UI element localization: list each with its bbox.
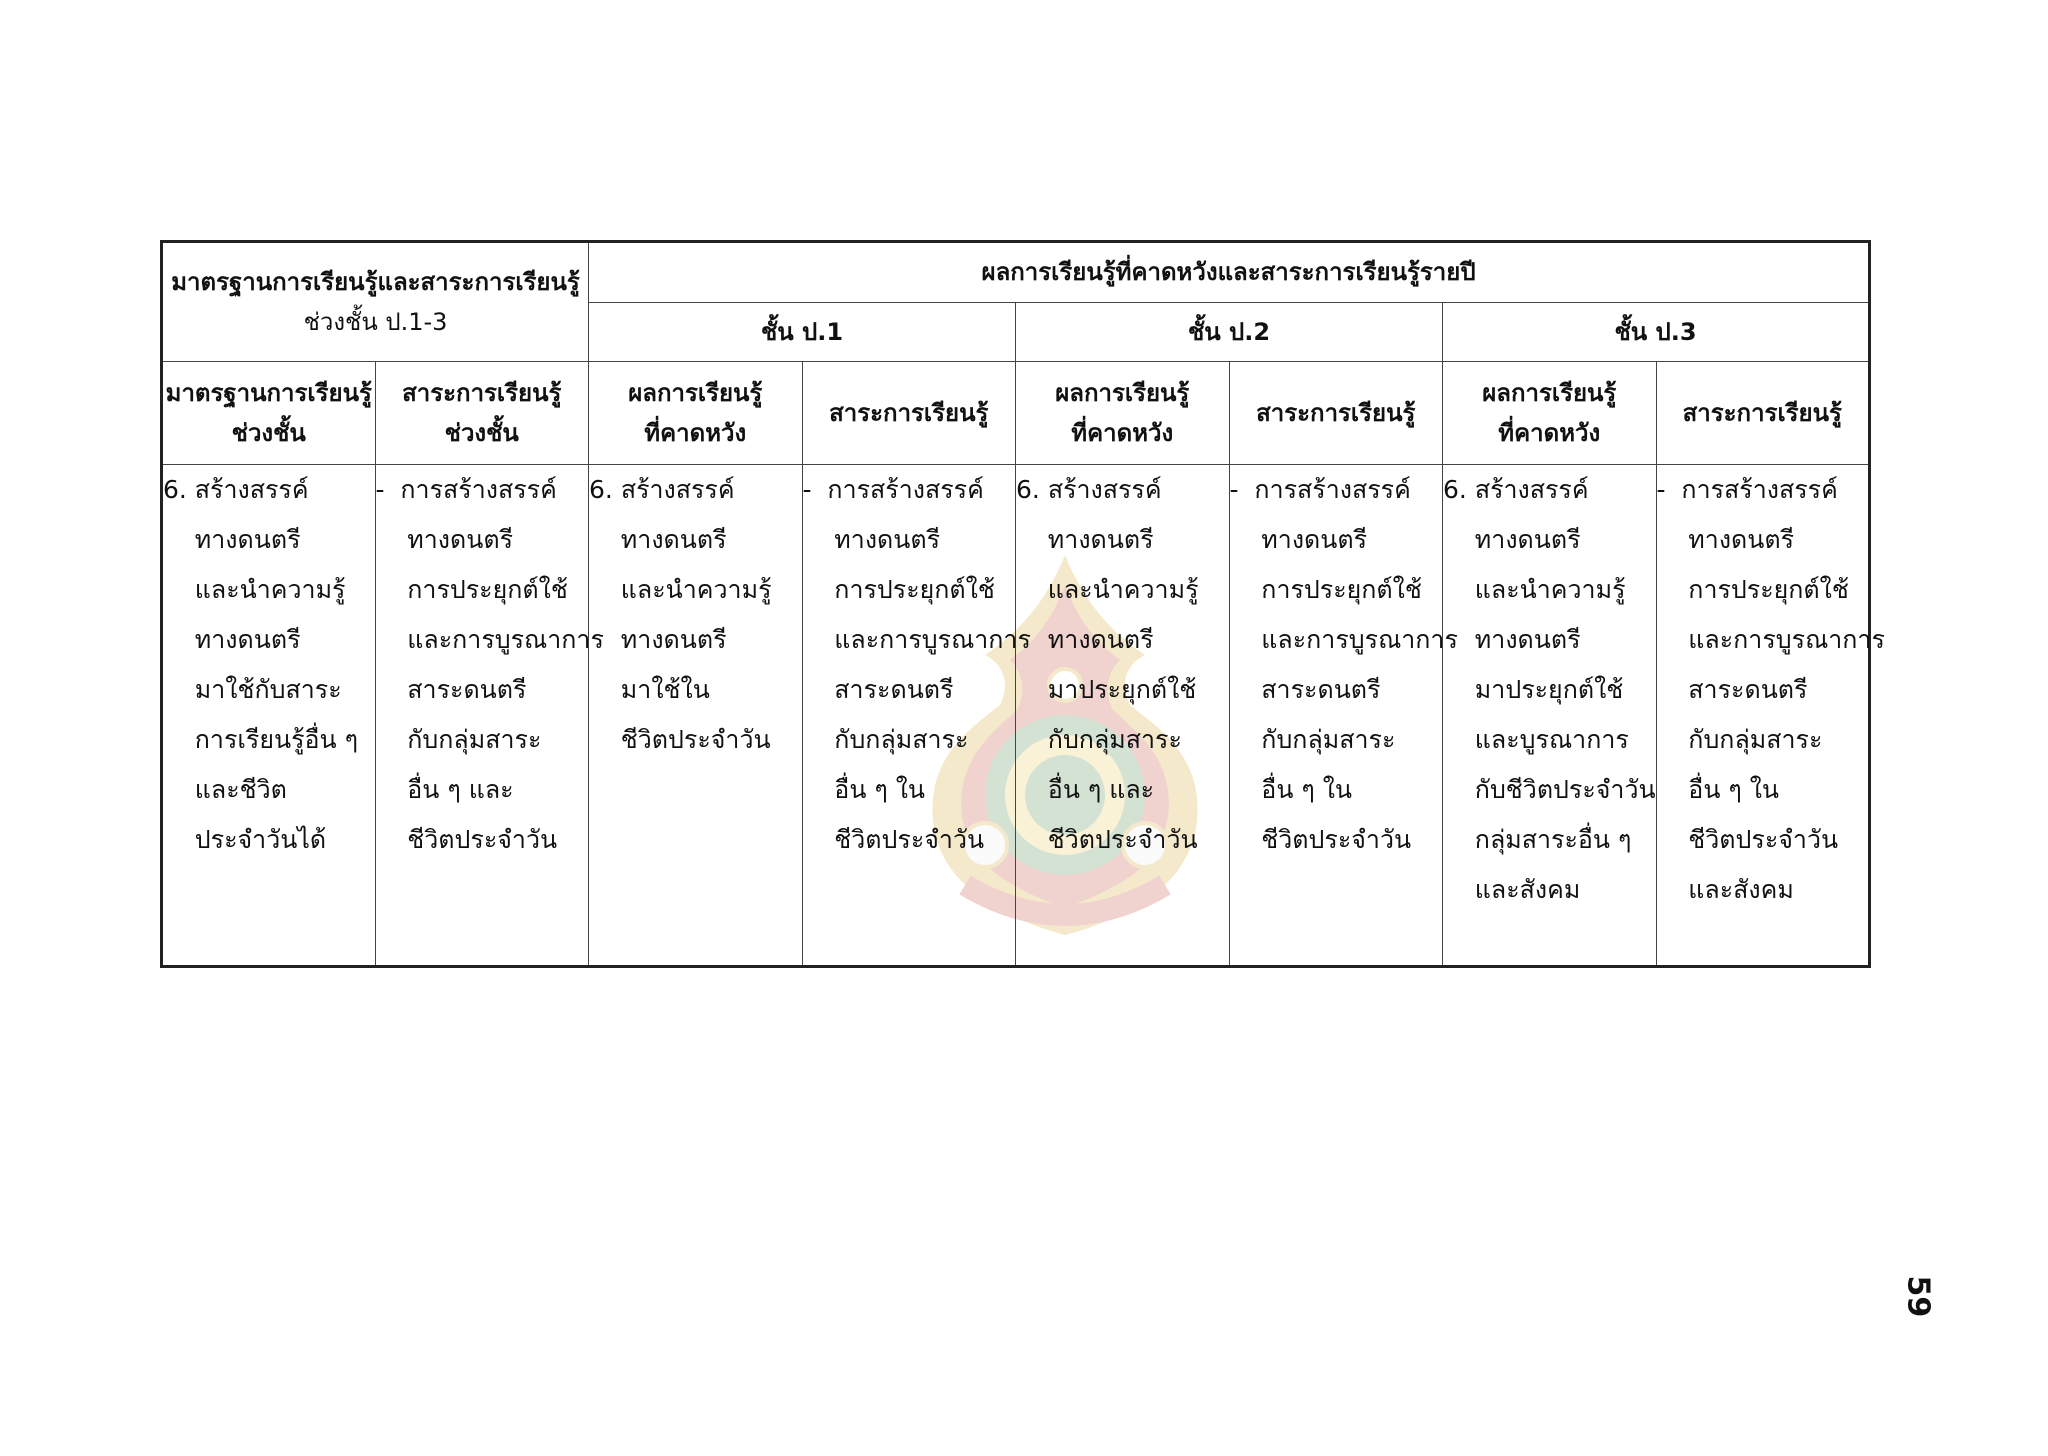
cell-standard: 6. สร้างสรรค์ ทางดนตรี และนำความรู้ ทางดนตรี มาใช้กับสาระ การเรียนรู้อื่น ๆ และชีวิต ประจำวันได้ — [162, 465, 376, 967]
standard-header-line1: มาตรฐานการเรียนรู้และสาระการเรียนรู้ — [171, 268, 580, 296]
table-row — [162, 465, 1870, 967]
grade-header-p3: ชั้น ป.3 — [1443, 302, 1870, 362]
page-number: 59 — [1900, 1275, 1936, 1318]
cell-p1-outcome: 6. สร้างสรรค์ ทางดนตรี และนำความรู้ ทางดนตรี มาใช้ใน ชีวิตประจำวัน — [589, 465, 803, 967]
subheader-p3-outcome: ผลการเรียนรู้ ที่คาดหวัง — [1443, 362, 1657, 465]
cell-p2-outcome: 6. สร้างสรรค์ ทางดนตรี และนำความรู้ ทางดนตรี มาประยุกต์ใช้ กับกลุ่มสาระ อื่น ๆ และ ชีวิตประจำวัน — [1016, 465, 1230, 967]
grade-header-p2: ชั้น ป.2 — [1016, 302, 1443, 362]
subheader-p1-content: สาระการเรียนรู้ — [802, 362, 1016, 465]
cell-p1-content: - การสร้างสรรค์ ทางดนตรี การประยุกต์ใช้ และการบูรณาการ สาระดนตรี กับกลุ่มสาระ อื่น ๆ ใน ชีวิตประจำวัน — [802, 465, 1016, 967]
subheader-p2-outcome: ผลการเรียนรู้ ที่คาดหวัง — [1016, 362, 1230, 465]
cell-content: - การสร้างสรรค์ ทางดนตรี การประยุกต์ใช้ และการบูรณาการ สาระดนตรี กับกลุ่มสาระ อื่น ๆ และ ชีวิตประจำวัน — [375, 465, 589, 967]
standard-header-line2: ช่วงชั้น ป.1-3 — [303, 308, 448, 336]
cell-p2-content: - การสร้างสรรค์ ทางดนตรี การประยุกต์ใช้ และการบูรณาการ สาระดนตรี กับกลุ่มสาระ อื่น ๆ ใน ชีวิตประจำวัน — [1229, 465, 1443, 967]
standard-header — [162, 242, 589, 362]
cell-p3-outcome: 6. สร้างสรรค์ ทางดนตรี และนำความรู้ ทางดนตรี มาประยุกต์ใช้ และบูรณาการ กับชีวิตประจำวัน กลุ่มสาระอื่น ๆ และสังคม — [1443, 465, 1657, 967]
curriculum-table — [160, 240, 1885, 968]
subheader-p3-content: สาระการเรียนรู้ — [1656, 362, 1870, 465]
outcome-header: ผลการเรียนรู้ที่คาดหวังและสาระการเรียนรู้รายปี — [589, 242, 1870, 303]
subheader-content: สาระการเรียนรู้ ช่วงชั้น — [375, 362, 589, 465]
header-row-1 — [162, 242, 1870, 303]
header-row-3 — [162, 362, 1870, 465]
cell-p3-content: - การสร้างสรรค์ ทางดนตรี การประยุกต์ใช้ และการบูรณาการ สาระดนตรี กับกลุ่มสาระ อื่น ๆ ใน ชีวิตประจำวัน และสังคม — [1656, 465, 1870, 967]
grade-header-p1: ชั้น ป.1 — [589, 302, 1016, 362]
subheader-standard: มาตรฐานการเรียนรู้ ช่วงชั้น — [162, 362, 376, 465]
subheader-p1-outcome: ผลการเรียนรู้ ที่คาดหวัง — [589, 362, 803, 465]
subheader-p2-content: สาระการเรียนรู้ — [1229, 362, 1443, 465]
